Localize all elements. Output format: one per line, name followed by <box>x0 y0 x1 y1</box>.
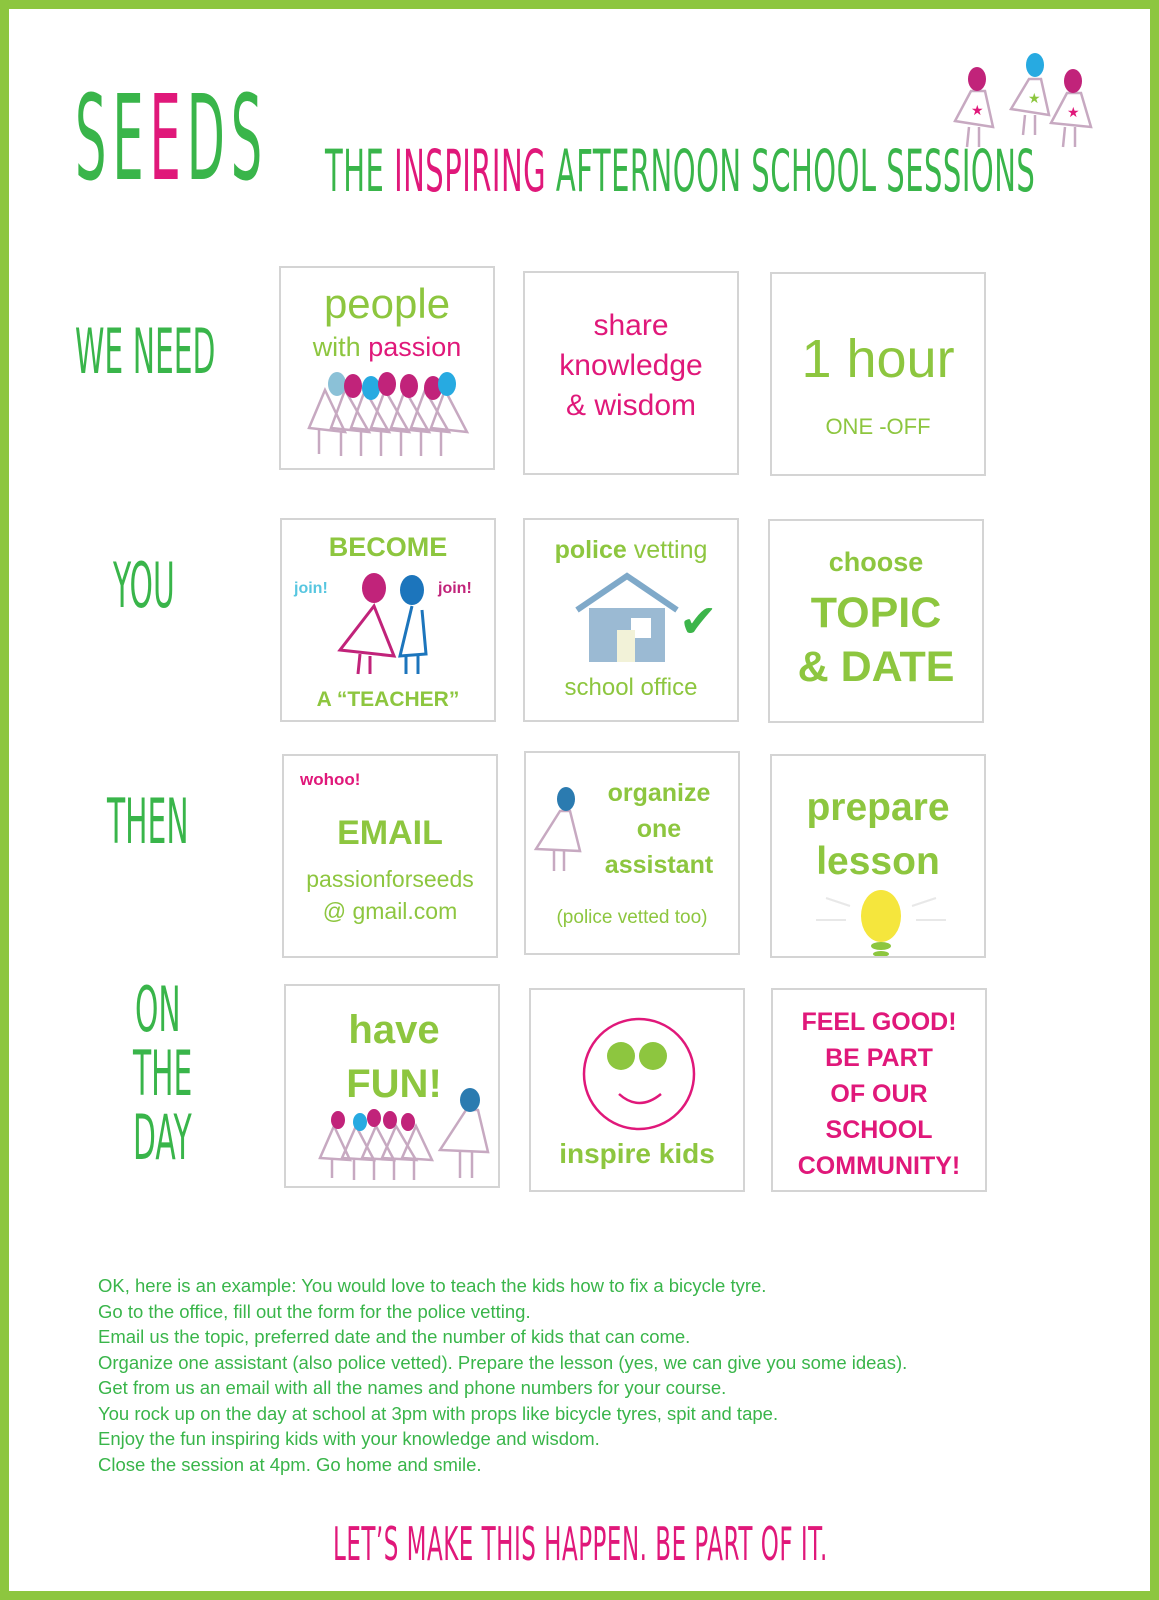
card-text: FUN! <box>346 1062 442 1106</box>
card-text: inspire kids <box>559 1138 715 1169</box>
example-line: Email us the topic, preferred date and the number of kids that can come. <box>98 1326 691 1347</box>
card-text: 1 hour <box>801 329 955 389</box>
checkmark-icon: ✔ <box>679 595 718 647</box>
card-text: lesson <box>816 840 940 883</box>
card-text: ONE -OFF <box>825 414 931 439</box>
row-label-day: DAY <box>133 1101 192 1174</box>
assistant-figure-icon <box>532 785 588 871</box>
example-line: Organize one assistant (also police vetted). Prepare the lesson (yes, we can give you some ideas). <box>98 1351 908 1373</box>
card-one-hour <box>770 272 986 476</box>
svg-text:★: ★ <box>1067 105 1080 121</box>
card-text: one <box>636 815 682 843</box>
row-label-we-need: WE NEED <box>75 315 216 388</box>
crowd-icon <box>305 368 475 458</box>
card-text: (police vetted too) <box>556 907 708 928</box>
seeds-title: SEEDS <box>75 69 269 207</box>
svg-text:★: ★ <box>971 103 984 119</box>
card-inspire-kids <box>529 988 745 1192</box>
smiley-face-icon <box>581 1016 697 1132</box>
join-label: join! <box>294 580 328 597</box>
card-share-knowledge <box>523 271 739 475</box>
card-text: assistant <box>604 851 714 879</box>
card-text: COMMUNITY! <box>797 1152 961 1180</box>
card-text: & DATE <box>797 643 955 691</box>
card-text: have <box>348 1008 440 1052</box>
card-email <box>282 754 498 958</box>
card-text: passionforseeds <box>306 866 474 892</box>
join-label: join! <box>438 580 472 597</box>
card-text: SCHOOL <box>825 1116 933 1144</box>
card-text: A “TEACHER” <box>316 688 460 711</box>
card-text: school office <box>564 674 698 701</box>
example-line: Go to the office, fill out the form for the police vetting. <box>98 1300 531 1322</box>
card-text: @ gmail.com <box>322 898 458 924</box>
card-text: choose <box>828 547 924 577</box>
card-feel-good <box>771 988 987 1192</box>
card-have-fun <box>284 984 500 1188</box>
card-text: with passion <box>312 332 462 362</box>
row-label-then: THEN <box>107 785 189 858</box>
fun-crowd-icon <box>316 1090 496 1184</box>
card-prepare-lesson <box>770 754 986 958</box>
card-text: share <box>593 309 669 342</box>
card-text: prepare <box>806 786 950 829</box>
school-house-icon <box>573 572 683 664</box>
card-text: BECOME <box>328 532 448 562</box>
card-choose-topic <box>768 519 984 723</box>
card-text: & wisdom <box>565 389 697 422</box>
teacher-figures-icon <box>334 570 444 680</box>
card-text: FEEL GOOD! <box>801 1008 957 1036</box>
card-text: EMAIL <box>337 814 443 852</box>
card-organize-assistant <box>524 751 740 955</box>
example-line: Close the session at 4pm. Go home and smile. <box>98 1453 482 1475</box>
card-people-with-passion <box>279 266 495 470</box>
svg-text:★: ★ <box>1028 91 1041 107</box>
light-bulb-icon <box>816 890 946 958</box>
row-label-you: YOU <box>113 549 175 622</box>
card-police-vetting <box>523 518 739 722</box>
card-text: organize <box>607 779 711 807</box>
card-text: knowledge <box>559 349 703 382</box>
card-text: wohoo! <box>300 770 361 789</box>
row-label-the: THE <box>133 1037 193 1110</box>
example-line: You rock up on the day at school at 3pm with props like bicycle tyres, spit and tape. <box>98 1402 779 1424</box>
card-text: people <box>323 280 451 327</box>
seeds-figures-logo-icon <box>949 49 1109 159</box>
example-line: Enjoy the fun inspiring kids with your knowledge and wisdom. <box>98 1428 600 1449</box>
card-become-teacher <box>280 518 496 722</box>
card-text: police vetting <box>554 536 708 564</box>
example-line: Get from us an email with all the names and phone numbers for your course. <box>98 1377 727 1398</box>
example-paragraph <box>98 1273 1118 1477</box>
row-label-on: ON <box>135 973 181 1046</box>
card-text: OF OUR <box>830 1080 928 1108</box>
page-subtitle: THE INSPIRING AFTERNOON SCHOOL SESSIONS <box>325 137 1036 205</box>
example-line: OK, here is an example: You would love to teach the kids how to fix a bicycle tyre. <box>98 1275 767 1296</box>
card-text: TOPIC <box>810 589 942 637</box>
footer-call-to-action: LET’S MAKE THIS HAPPEN. BE PART OF IT. <box>333 1517 828 1571</box>
card-text: BE PART <box>825 1044 933 1072</box>
